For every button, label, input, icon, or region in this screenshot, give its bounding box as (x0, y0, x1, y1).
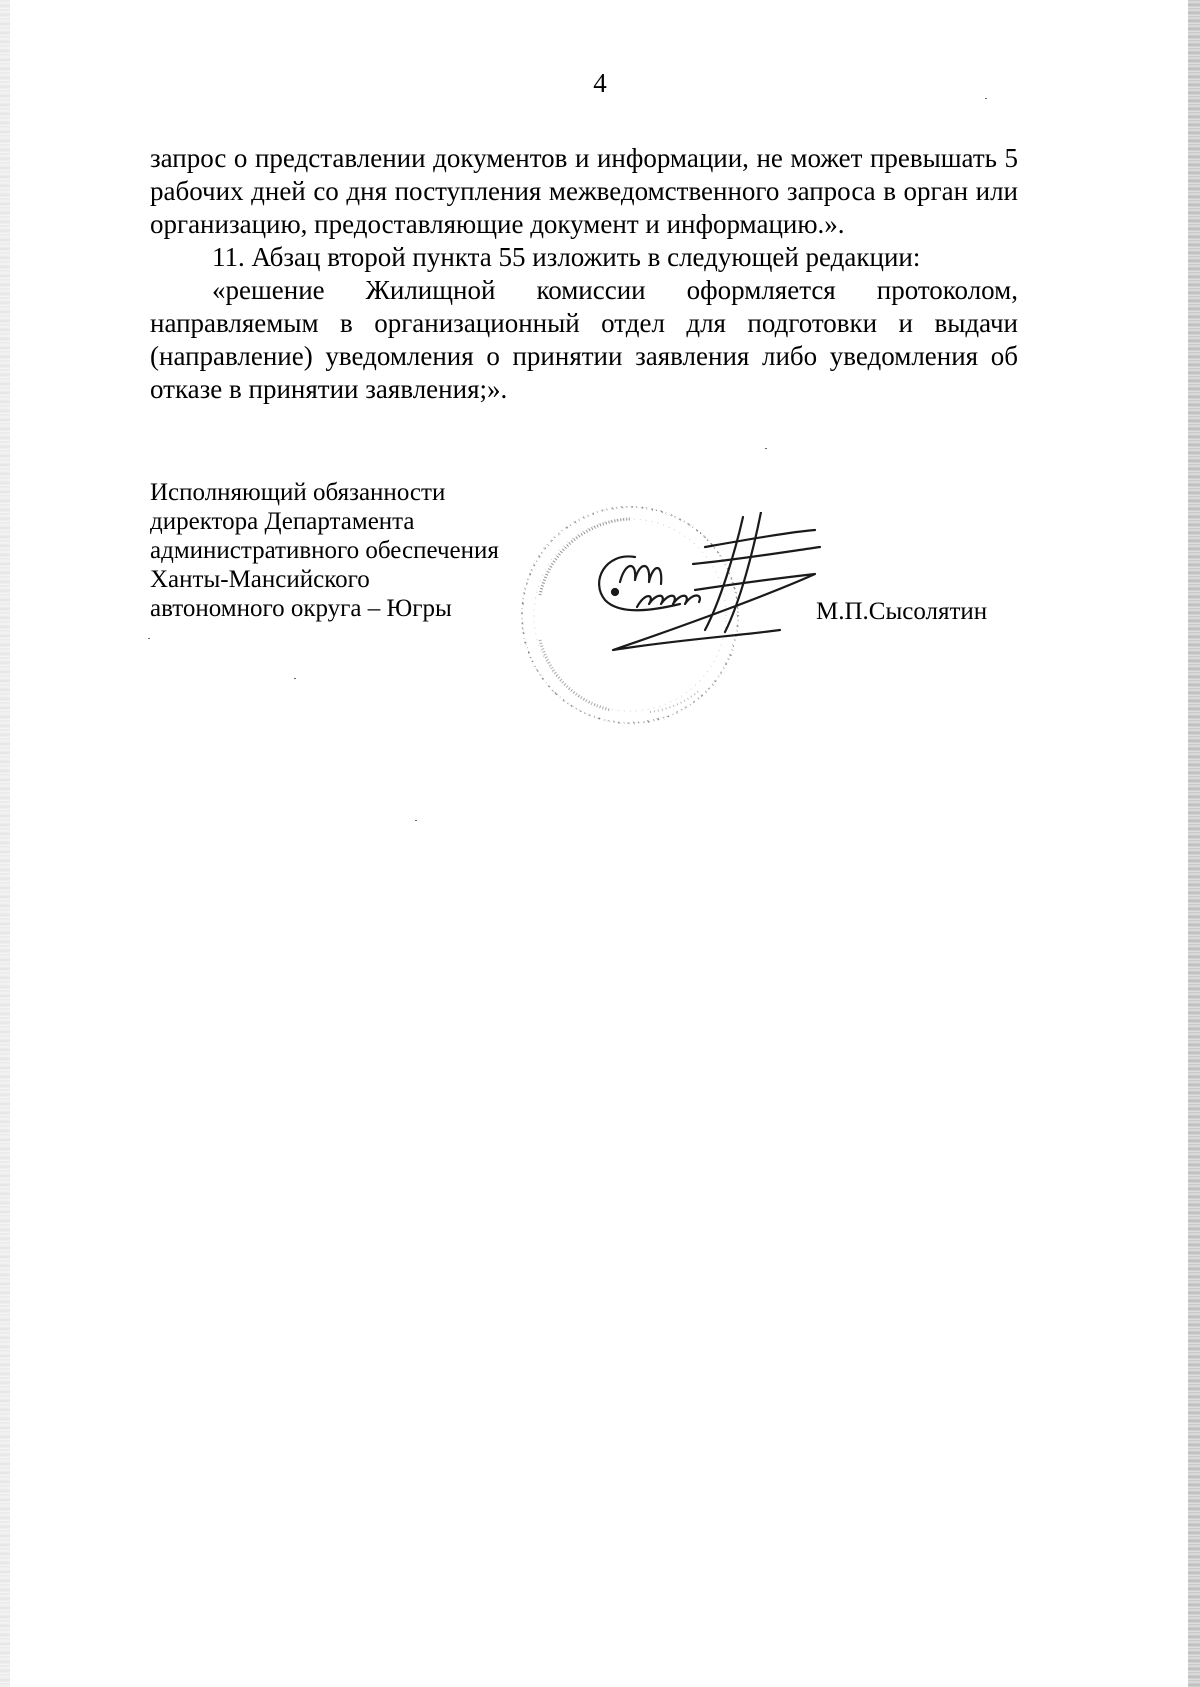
scan-speck (148, 638, 150, 639)
scan-speck (985, 98, 987, 99)
scan-speck (294, 678, 296, 679)
signer-title-line: директора Департамента (150, 508, 415, 535)
page-number: 4 (593, 68, 607, 98)
scan-edge-right (1188, 0, 1200, 1687)
signer-title-line: административного обеспечения (150, 537, 499, 564)
signer-title-line: автономного округа – Югры (150, 595, 452, 622)
signer-title-line: Ханты-Мансийского (150, 566, 370, 593)
handwritten-signature-icon (575, 512, 825, 662)
scan-speck (765, 448, 767, 449)
signer-title-line: Исполняющий обязанности (150, 479, 446, 506)
paragraph-quoted-amendment: «решение Жилищной комиссии оформляется протоколом, направляемым в организационный отдел для подготовки и выдачи (направление) уведомления о принятии заявления либо уведомления об отказе в принятии заявления;». (150, 275, 1018, 404)
signer-name: М.П.Сысолятин (816, 598, 988, 625)
paragraph-continuation: запрос о представлении документов и информации, не может превышать 5 рабочих дней со дня поступления межведомственного запроса в орган или организацию, предоставляющие документ и информацию.». (150, 143, 1018, 239)
paragraph-item-11: 11. Абзац второй пункта 55 изложить в следующей редакции: (212, 242, 921, 272)
document-body (150, 142, 1018, 406)
scan-speck (415, 820, 417, 821)
signer-title (150, 478, 499, 623)
scan-edge-left (0, 0, 10, 1687)
